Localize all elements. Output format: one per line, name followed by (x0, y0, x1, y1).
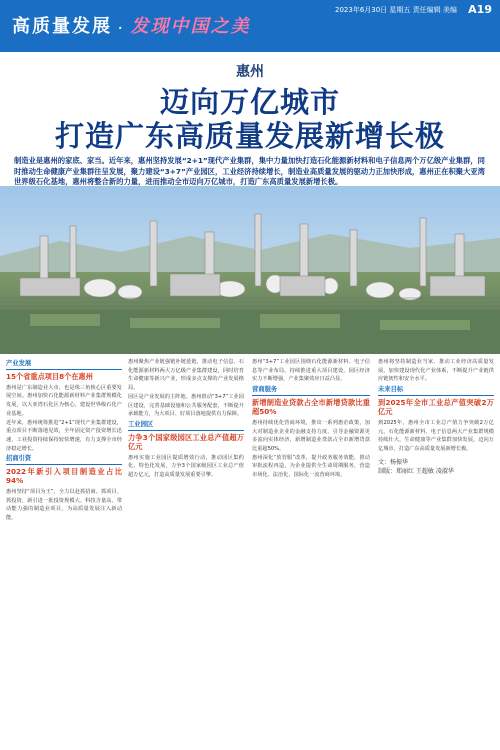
paragraph: 惠州将坚持制造业当家，推动工业经济高质量发展，加快建设现代化产业体系，不断提升产业链供应链韧性和安全水平。 (378, 359, 494, 383)
page-number: A19 (468, 3, 492, 16)
column-3 (252, 358, 370, 480)
column-2 (128, 358, 244, 480)
paragraph: 惠州深化“放管服”改革，提升政务服务效能，推动审批流程再造，为企业提供全生命周期服务，营造市场化、法治化、国际化一流营商环境。 (252, 454, 370, 479)
column-4 (378, 358, 494, 476)
paragraph: 惠州坚持“项目为王”，全力以赴抓招商、抓项目、抓投资，新引进一批投资规模大、科技含量高、带动能力强的制造业项目，为高质量发展注入新动能。 (6, 489, 122, 522)
section-tag-services: 营商服务 (252, 386, 278, 394)
headline-line-2: 打造广东高质量发展新增长极 (54, 119, 445, 153)
section-title-loans: 新增制造业贷款占全市新增贷款比重超50% (252, 395, 370, 416)
section-title-investment: 2022年新引入项目制造业占比94% (6, 464, 122, 485)
section-title-goals: 到2025年全市工业总产值突破2万亿元 (378, 395, 494, 416)
headline-line-1: 迈向万亿城市 (159, 85, 340, 119)
byline-author: 文：杨振华 (378, 458, 409, 466)
industrial-park-photo (0, 186, 500, 354)
paragraph: 惠州持续优化营商环境，推出一系列惠企政策，加大对制造业企业的金融支持力度，引导金融资源更多流向实体经济，新增制造业贷款占全市新增贷款比重超50%。 (252, 419, 370, 452)
paragraph: 惠州是广东制造业大市，也是珠三角核心区重要发展空间。惠州加快石化能源新材料产业集群规模化发展，以大亚湾石化区为核心，建设世界级石化产业基地。 (6, 384, 122, 417)
paragraph: 惠州实施工业园区提质增效行动，推动园区集约化、特色化发展，力争3个国家级园区工业总产值超万亿元，打造高质量发展重要引擎。 (128, 454, 244, 479)
section-tag-goals: 未来目标 (378, 386, 404, 394)
column-1 (6, 358, 122, 523)
section-tag-industry: 产业发展 (6, 360, 32, 367)
article-credits (378, 458, 494, 476)
paragraph: 惠州聚焦产业链强链补链延链，推动电子信息、石化能源新材料两大万亿级产业集群建设，同时培育生命健康等新兴产业，形成多点支撑的产业发展格局。 (128, 359, 244, 392)
paragraph: 惠州“3+7”工业园区围绕石化能源新材料、电子信息等产业布局，持续推进重大项目建设，园区经济实力不断增强，产业集聚效应日益凸显。 (252, 359, 370, 383)
article-lead: 制造业是惠州的家底、家当。近年来，惠州坚持发展“2+1”现代产业集群，集中力量加快打造石化能源新材料和电子信息两个万亿级产业集群，同时推动生命健康产业集群往呈发展，聚力建设“3+7”产业园区，工业经济持续增长，制造业高质量发展的驱动力正加快形成，惠州正在积聚大亚湾世界级石化基地，惠州将整合新的力量，进而推动全市迈向万亿城市，打造广东高质量发展新增长极。 (14, 156, 485, 186)
paragraph: 近年来，惠州统筹推进“2+1”现代产业集群建设，重点项目不断落地见效，全年固定资产投资增长迅速，工业投资持续保持较快增速，有力支撑全市经济稳定增长。 (6, 419, 122, 452)
byline-layout: 制版：郑丽红 王超敏 凌淑华 (378, 467, 454, 475)
section-title-parks: 力争3个国家级园区工业总产值超万亿元 (128, 430, 244, 451)
brand-primary: 高质量发展 (12, 16, 112, 37)
paragraph: 园区是产业发展的主阵地。惠州推动“3+7”工业园区建设，完善基础设施和公共服务配套，不断提升承载能力，为大项目、好项目落地提供有力保障。 (128, 393, 244, 418)
section-tag-parks: 工业园区 (128, 420, 154, 428)
section-tag-investment: 招商引资 (6, 455, 32, 463)
paragraph: 到2025年，惠州全市工业总产值力争突破2万亿元，石化能源新材料、电子信息两大产业集群规模持续壮大，生命健康等产业集群加快发展，迈向万亿城市，打造广东高质量发展新增长极。 (378, 419, 494, 452)
region-label: 惠州 (236, 64, 264, 80)
section-brand: 高质量发展 · 发现中国之美 (12, 16, 251, 37)
issue-meta: 2023年6月30日 星期五 责任编辑 美编 (335, 6, 457, 14)
masthead-bar (0, 0, 500, 52)
brand-secondary: 发现中国之美 (130, 16, 251, 37)
section-title-key-projects: 15个省重点项目8个在惠州 (6, 369, 122, 381)
petrochemical-plant-illustration (0, 186, 500, 354)
